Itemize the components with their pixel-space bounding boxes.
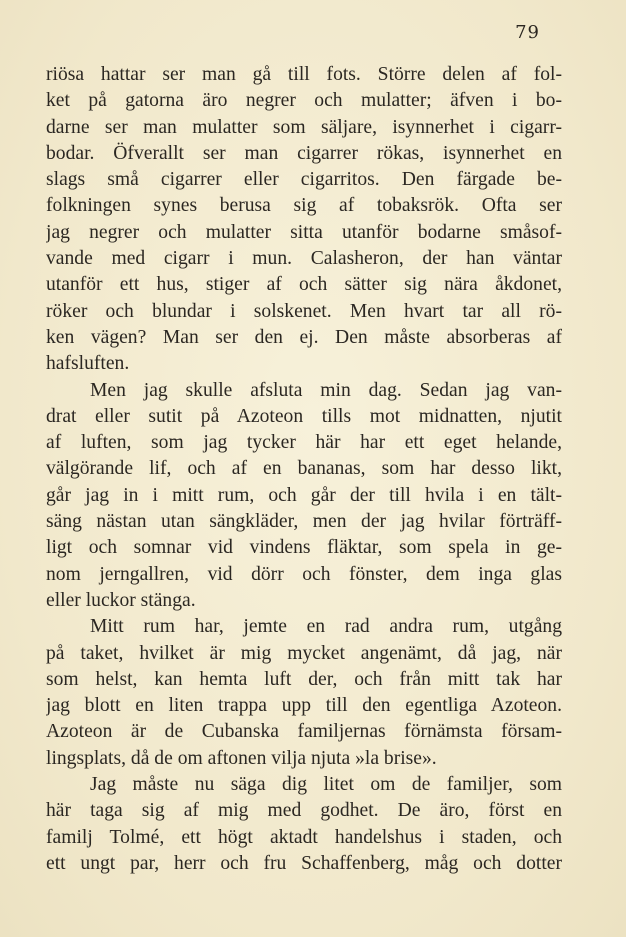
text-line: eller luckor stänga.: [46, 589, 196, 611]
text-line: Azoteon är de Cubanska familjernas förnämsta försam-: [46, 721, 562, 743]
text-line: af luften, som jag tycker här har ett eget helande,: [46, 432, 562, 454]
text-line: ligt och somnar vid vindens fläktar, som spela in ge-: [46, 537, 562, 559]
text-line: här taga sig af mig med godhet. De äro, först en: [46, 800, 562, 822]
text-line: ett ungt par, herr och fru Schaffenberg, måg och dotter: [46, 852, 562, 874]
text-line: Jag måste nu säga dig litet om de familjer, som: [90, 774, 562, 796]
text-line: jag blott en liten trappa upp till den egentliga Azoteon.: [46, 695, 562, 717]
text-line: lingsplats, då de om aftonen vilja njuta »la brise».: [46, 747, 437, 769]
text-line: utanför ett hus, stiger af och sätter sig nära åkdonet,: [46, 274, 562, 296]
text-line: hafsluften.: [46, 353, 130, 375]
text-line: välgörande lif, och af en bananas, som har desso likt,: [46, 458, 562, 480]
text-line: nom jerngallren, vid dörr och fönster, dem inga glas: [46, 563, 562, 585]
text-line: på taket, hvilket är mig mycket angenämt, då jag, när: [46, 642, 562, 664]
text-line: ken vägen? Man ser den ej. Den måste absorberas af: [46, 326, 562, 348]
page-number: 79: [515, 22, 540, 43]
text-line: Mitt rum har, jemte en rad andra rum, utgång: [90, 616, 562, 638]
text-line: slags små cigarrer eller cigarritos. Den färgade be-: [46, 169, 562, 191]
text-line: säng nästan utan sängkläder, men der jag hvilar förträff-: [46, 511, 562, 533]
text-line: går jag in i mitt rum, och går der till hvila i en tält-: [46, 484, 562, 506]
text-line: familj Tolmé, ett högt aktadt handelshus i staden, och: [46, 826, 562, 848]
text-line: ket på gatorna äro negrer och mulatter; äfven i bo-: [46, 90, 562, 112]
text-line: jag negrer och mulatter sitta utanför bodarne småsof-: [46, 221, 562, 243]
text-line: som helst, kan hemta luft der, och från mitt tak har: [46, 668, 562, 690]
text-line: darne ser man mulatter som säljare, isynnerhet i cigarr-: [46, 116, 562, 138]
text-line: röker och blundar i solskenet. Men hvart tar all rö-: [46, 300, 562, 322]
text-line: Men jag skulle afsluta min dag. Sedan jag van-: [90, 379, 562, 401]
body-text: [46, 62, 562, 877]
text-line: vande med cigarr i mun. Calasheron, der han väntar: [46, 248, 562, 270]
text-line: bodar. Öfverallt ser man cigarrer rökas, isynnerhet en: [46, 142, 562, 164]
text-line: drat eller sutit på Azoteon tills mot midnatten, njutit: [46, 405, 562, 427]
text-line: folkningen synes berusa sig af tobaksrök. Ofta ser: [46, 195, 562, 217]
text-line: riösa hattar ser man gå till fots. Större delen af fol-: [46, 64, 562, 85]
